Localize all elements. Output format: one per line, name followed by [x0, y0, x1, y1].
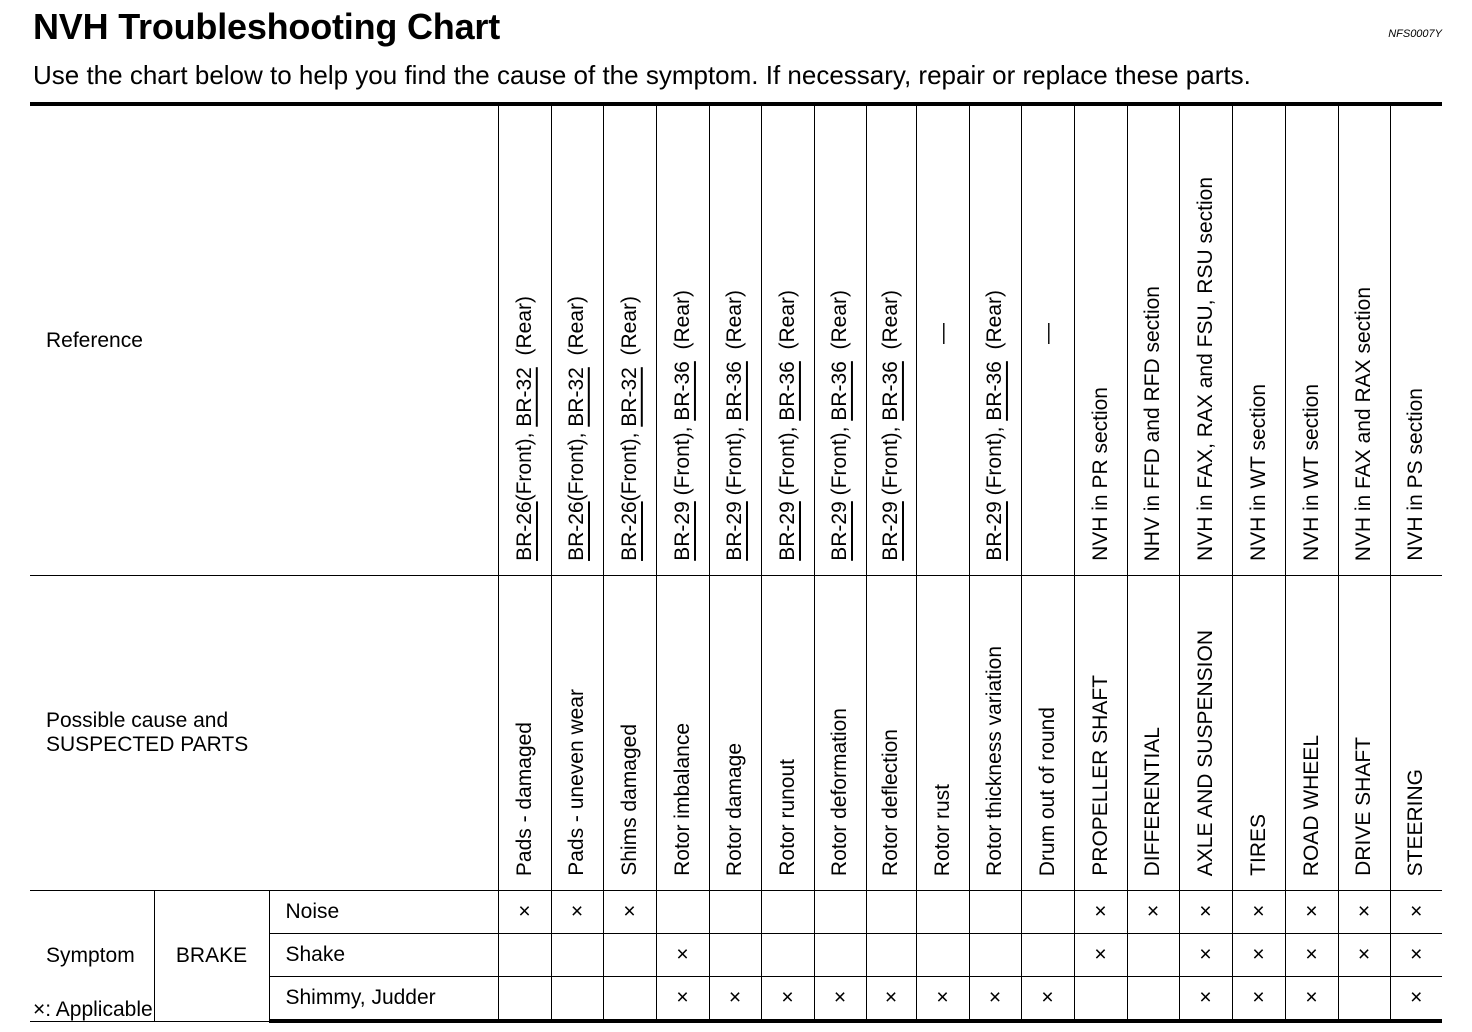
reference-text: [828, 290, 852, 561]
suspected-parts-label-line2: SUSPECTED PARTS: [46, 733, 249, 756]
reference-cell: [1074, 104, 1127, 576]
reference-cell: [1232, 104, 1285, 576]
applicable-mark-cell: [498, 934, 551, 977]
reference-rear-suffix: (Rear): [723, 290, 746, 362]
applicable-mark-cell: ×: [1021, 977, 1074, 1022]
page-subtitle: Use the chart below to help you find the cause of the symptom. If necessary, repair or replace these parts.: [33, 60, 1251, 90]
reference-value: NVH in FAX, RAX and FSU, RSU section: [1193, 177, 1217, 561]
suspected-part-label: Pads - uneven wear: [565, 689, 588, 876]
reference-link-rear[interactable]: BR-36: [828, 361, 851, 421]
reference-value: NVH in FAX and RAX section: [1352, 286, 1375, 561]
suspected-part-cell: [1285, 576, 1338, 891]
suspected-part-label: Drum out of round: [1035, 706, 1059, 876]
reference-front-suffix: (Front),: [512, 426, 536, 502]
suspected-part-cell: [656, 576, 709, 891]
reference-front-suffix: (Front),: [828, 420, 851, 502]
applicable-mark-cell: ×: [969, 977, 1021, 1022]
applicable-mark-cell: [814, 934, 866, 977]
suspected-part-cell: [866, 576, 916, 891]
applicable-mark-cell: [761, 934, 814, 977]
page-title: NVH Troubleshooting Chart: [33, 6, 500, 47]
system-label: BRAKE: [154, 891, 269, 1022]
applicable-mark-cell: [603, 934, 656, 977]
suspected-part-label: PROPELLER SHAFT: [1088, 675, 1112, 876]
applicable-mark-cell: ×: [1232, 891, 1285, 934]
reference-text: [513, 296, 537, 561]
applicable-mark-cell: [603, 977, 656, 1022]
reference-cell: [1179, 104, 1232, 576]
applicable-mark-cell: [866, 891, 916, 934]
suspected-part-cell: [1390, 576, 1442, 891]
reference-front-suffix: (Front),: [617, 426, 641, 502]
reference-text: [618, 296, 642, 561]
suspected-part-label: Rotor damage: [723, 742, 746, 876]
reference-text: [1089, 387, 1113, 561]
reference-text: [931, 323, 955, 344]
applicable-mark-cell: ×: [1232, 934, 1285, 977]
reference-rear-suffix: (Rear): [565, 296, 588, 368]
applicable-mark-cell: ×: [814, 977, 866, 1022]
applicable-mark-cell: [969, 891, 1021, 934]
reference-cell: [603, 104, 656, 576]
applicable-mark-cell: [1021, 934, 1074, 977]
reference-text: [983, 290, 1007, 561]
applicable-mark-cell: ×: [1179, 977, 1232, 1022]
reference-link-front[interactable]: BR-29: [879, 501, 902, 561]
reference-cell: [551, 104, 603, 576]
applicable-mark-cell: ×: [1127, 891, 1179, 934]
suspected-part-label: Rotor rust: [930, 783, 954, 876]
reference-cell: [814, 104, 866, 576]
symptom-row-label: Shake: [269, 934, 498, 977]
applicable-mark-cell: [1338, 977, 1390, 1022]
applicable-mark-cell: [709, 891, 761, 934]
reference-link-front[interactable]: BR-29: [670, 501, 694, 561]
legend: ×: Applicable: [33, 998, 153, 1021]
applicable-mark-cell: [814, 891, 866, 934]
reference-label: Reference: [30, 104, 498, 576]
reference-link-rear[interactable]: BR-32: [565, 367, 588, 427]
reference-cell: [969, 104, 1021, 576]
suspected-parts-label-line1: Possible cause and: [46, 709, 229, 732]
applicable-mark-cell: ×: [603, 891, 656, 934]
suspected-part-cell: [761, 576, 814, 891]
suspected-part-label: Shims damaged: [617, 724, 641, 876]
applicable-mark-cell: [709, 934, 761, 977]
applicable-mark-cell: [551, 977, 603, 1022]
reference-cell: [866, 104, 916, 576]
reference-cell: [761, 104, 814, 576]
reference-value: NHV in FFD and RFD section: [1141, 285, 1164, 561]
reference-link-rear[interactable]: BR-36: [775, 361, 799, 421]
applicable-mark-cell: ×: [1285, 891, 1338, 934]
reference-row: [30, 104, 1472, 576]
applicable-mark-cell: [1021, 891, 1074, 934]
reference-link-rear[interactable]: BR-32: [512, 367, 536, 427]
applicable-mark-cell: [498, 977, 551, 1022]
reference-text: [1194, 177, 1218, 561]
reference-rear-suffix: (Rear): [879, 290, 902, 362]
applicable-mark-cell: ×: [551, 891, 603, 934]
suspected-part-label: TIRES: [1246, 814, 1270, 876]
applicable-mark-cell: ×: [1074, 934, 1127, 977]
reference-text: [1404, 388, 1428, 561]
reference-link-front[interactable]: BR-29: [723, 501, 746, 561]
reference-cell: [709, 104, 761, 576]
reference-cell: [656, 104, 709, 576]
reference-link-rear[interactable]: BR-36: [723, 361, 746, 421]
applicable-mark-cell: ×: [709, 977, 761, 1022]
applicable-mark-cell: [916, 934, 969, 977]
applicable-mark-cell: [761, 891, 814, 934]
suspected-part-label: Rotor runout: [775, 759, 799, 876]
applicable-mark-cell: ×: [1390, 934, 1442, 977]
suspected-part-cell: [1179, 576, 1232, 891]
applicable-mark-cell: ×: [761, 977, 814, 1022]
applicable-mark-cell: ×: [1390, 977, 1442, 1022]
reference-text: [879, 290, 903, 561]
applicable-mark-cell: [866, 934, 916, 977]
reference-link-rear[interactable]: BR-36: [879, 361, 902, 421]
reference-text: [1141, 286, 1165, 561]
reference-cell: [1285, 104, 1338, 576]
suspected-part-cell: [1127, 576, 1179, 891]
reference-link-front[interactable]: BR-26: [512, 501, 536, 561]
reference-cell: [1127, 104, 1179, 576]
suspected-part-cell: [1021, 576, 1074, 891]
reference-link-rear[interactable]: BR-36: [670, 361, 694, 421]
applicable-mark-cell: [916, 891, 969, 934]
symptom-row: [30, 891, 1472, 934]
reference-link-front[interactable]: BR-26: [565, 501, 588, 561]
reference-rear-suffix: (Rear): [512, 296, 536, 368]
reference-cell: [1390, 104, 1442, 576]
applicable-mark-cell: ×: [1338, 934, 1390, 977]
reference-text: [1247, 384, 1271, 561]
reference-rear-suffix: (Rear): [775, 290, 799, 362]
reference-front-suffix: (Front),: [723, 420, 746, 502]
suspected-part-cell: [916, 576, 969, 891]
applicable-mark-cell: ×: [1338, 891, 1390, 934]
suspected-part-cell: [498, 576, 551, 891]
reference-value: NVH in PR section: [1088, 387, 1112, 561]
reference-value: NVH in PS section: [1404, 388, 1428, 561]
reference-link-front[interactable]: BR-29: [775, 501, 799, 561]
applicable-mark-cell: ×: [866, 977, 916, 1022]
applicable-mark-cell: [1127, 977, 1179, 1022]
reference-front-suffix: (Front),: [775, 420, 799, 502]
reference-front-suffix: (Front),: [565, 426, 588, 502]
reference-cell: [1338, 104, 1390, 576]
reference-text: [723, 290, 747, 561]
suspected-part-cell: [709, 576, 761, 891]
suspected-part-cell: [814, 576, 866, 891]
symptom-row-label: Shimmy, Judder: [269, 977, 498, 1022]
reference-cell: [498, 104, 551, 576]
suspected-part-label: ROAD WHEEL: [1299, 734, 1323, 876]
applicable-mark-cell: ×: [1179, 891, 1232, 934]
symptom-row-label: Noise: [269, 891, 498, 934]
reference-text: [1300, 384, 1324, 561]
applicable-mark-cell: [1127, 934, 1179, 977]
suspected-part-cell: [969, 576, 1021, 891]
suspected-part-label: Rotor thickness variation: [983, 646, 1006, 876]
applicable-mark-cell: ×: [1390, 891, 1442, 934]
reference-text: [776, 290, 800, 561]
reference-text: [565, 296, 589, 561]
applicable-mark-cell: ×: [1074, 891, 1127, 934]
suspected-part-label: DRIVE SHAFT: [1352, 737, 1375, 876]
reference-value: NVH in WT section: [1299, 384, 1323, 561]
reference-text: [1036, 323, 1060, 344]
applicable-mark-cell: ×: [1285, 977, 1338, 1022]
reference-rear-suffix: (Rear): [983, 290, 1006, 362]
symptom-label: Symptom: [30, 891, 154, 1022]
applicable-mark-cell: [969, 934, 1021, 977]
applicable-mark-cell: [656, 891, 709, 934]
suspected-part-label: AXLE AND SUSPENSION: [1193, 629, 1217, 876]
reference-text: [1352, 287, 1376, 561]
reference-link-rear[interactable]: BR-36: [983, 361, 1006, 421]
suspected-part-cell: [1338, 576, 1390, 891]
document-code: NFS0007Y: [1388, 28, 1442, 40]
suspected-part-label: Rotor deformation: [828, 707, 851, 876]
suspected-part-label: DIFFERENTIAL: [1141, 726, 1164, 876]
suspected-part-label: Rotor imbalance: [670, 723, 694, 876]
suspected-part-label: STEERING: [1404, 768, 1428, 876]
applicable-mark-cell: ×: [916, 977, 969, 1022]
applicable-mark-cell: ×: [1232, 977, 1285, 1022]
reference-link-front[interactable]: BR-29: [828, 501, 851, 561]
nvh-chart-table: [30, 102, 1472, 1023]
applicable-mark-cell: ×: [498, 891, 551, 934]
reference-rear-suffix: (Rear): [670, 290, 694, 362]
suspected-parts-row: [30, 576, 1472, 891]
reference-cell: [916, 104, 969, 576]
suspected-parts-label: [30, 576, 498, 891]
applicable-mark-cell: ×: [1285, 934, 1338, 977]
suspected-part-label: Rotor deflection: [879, 728, 902, 876]
applicable-mark-cell: ×: [1179, 934, 1232, 977]
suspected-part-cell: [1074, 576, 1127, 891]
applicable-mark-cell: ×: [656, 934, 709, 977]
reference-cell: [1021, 104, 1074, 576]
reference-rear-suffix: (Rear): [617, 296, 641, 368]
reference-text: [671, 290, 695, 561]
applicable-mark-cell: ×: [656, 977, 709, 1022]
applicable-mark-cell: [551, 934, 603, 977]
applicable-mark-cell: [1074, 977, 1127, 1022]
reference-front-suffix: (Front),: [983, 420, 1006, 502]
reference-rear-suffix: (Rear): [828, 290, 851, 362]
suspected-part-cell: [603, 576, 656, 891]
reference-front-suffix: (Front),: [670, 420, 694, 502]
suspected-part-cell: [1232, 576, 1285, 891]
suspected-part-cell: [551, 576, 603, 891]
reference-link-front[interactable]: BR-29: [983, 501, 1006, 561]
reference-front-suffix: (Front),: [879, 420, 902, 502]
reference-value: —: [930, 323, 954, 344]
suspected-part-label: Pads - damaged: [512, 721, 536, 876]
reference-link-front[interactable]: BR-26: [617, 501, 641, 561]
reference-link-rear[interactable]: BR-32: [617, 367, 641, 427]
reference-value: —: [1035, 323, 1059, 344]
reference-value: NVH in WT section: [1246, 384, 1270, 561]
